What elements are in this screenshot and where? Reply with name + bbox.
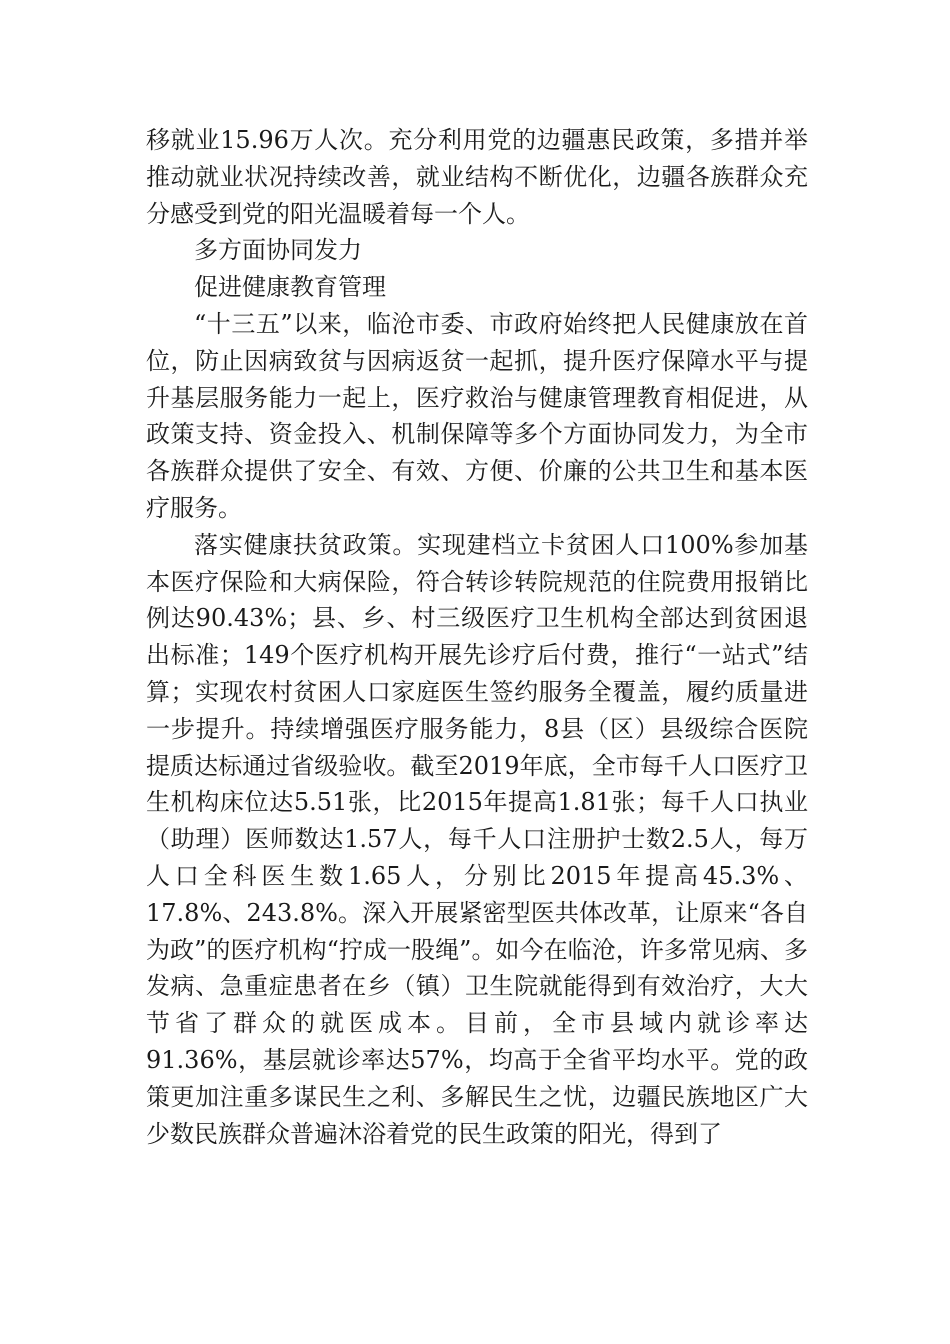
paragraph-health-poverty-policy: 落实健康扶贫政策。实现建档立卡贫困人口100%参加基本医疗保险和大病保险，符合转诊转院规范的住院费用报销比例达90.43%；县、乡、村三级医疗卫生机构全部达到贫困退出标准；149个医疗机构开展先诊疗后付费，推行“一站式”结算；实现农村贫困人口家庭医生签约服务全覆盖，履约质量进一步提升。持续增强医疗服务能力，8县（区）县级综合医院提质达标通过省级验收。截至2019年底，全市每千人口医疗卫生机构床位达5.51张，比2015年提高1.81张；每千人口执业（助理）医师数达1.57人，每千人口注册护士数2.5人，每万人口全科医生数1.65人，分别比2015年提高45.3%、17.8%、243.8%。深入开展紧密型医共体改革，让原来“各自为政”的医疗机构“拧成一股绳”。如今在临沧，许多常见病、多发病、急重症患者在乡（镇）卫生院就能得到有效治疗，大大节省了群众的就医成本。目前，全市县域内就诊率达91.36%，基层就诊率达57%，均高于全省平均水平。党的政策更加注重多谋民生之利、多解民生之忧，边疆民族地区广大少数民族群众普遍沐浴着党的民生政策的阳光，得到了 [146, 530, 808, 1148]
paragraph-employment-summary: 移就业15.96万人次。充分利用党的边疆惠民政策，多措并举推动就业状况持续改善，就业结构不断优化，边疆各族群众充分感受到党的阳光温暖着每一个人。 [146, 126, 808, 228]
subheading-health-education: 促进健康教育管理 [194, 273, 386, 302]
subheading-coordinated-efforts: 多方面协同发力 [194, 236, 362, 265]
document-page [146, 122, 808, 1152]
paragraph-health-overview: “十三五”以来，临沧市委、市政府始终把人民健康放在首位，防止因病致贫与因病返贫一起抓，提升医疗保障水平与提升基层服务能力一起上，医疗救治与健康管理教育相促进，从政策支持、资金投入、机制保障等多个方面协同发力，为全市各族群众提供了安全、有效、方便、价廉的公共卫生和基本医疗服务。 [146, 309, 808, 522]
